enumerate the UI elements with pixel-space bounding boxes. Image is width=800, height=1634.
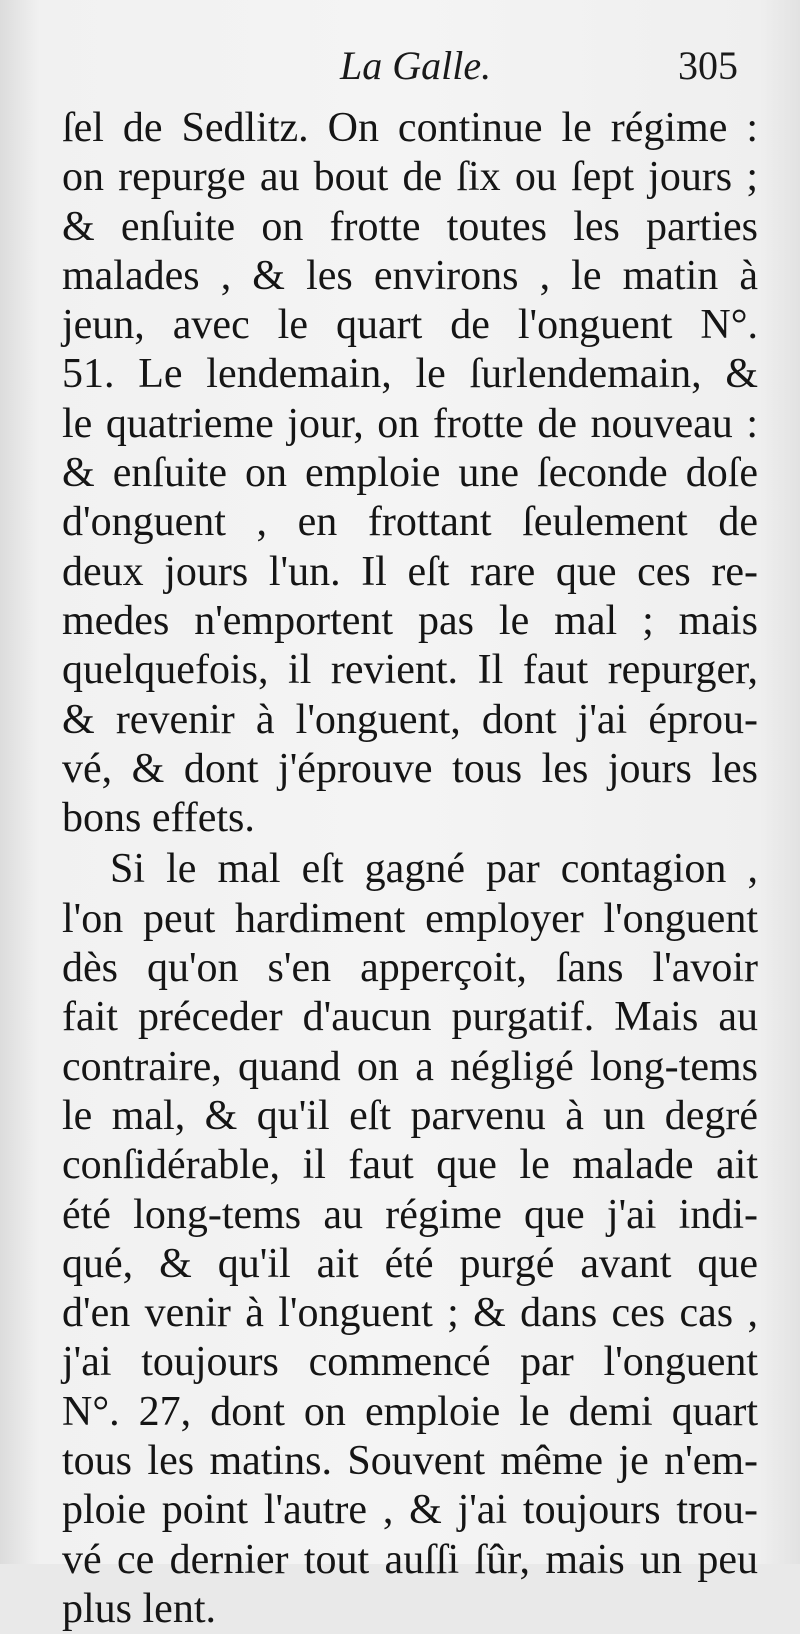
text-line: d'en venir à l'onguent ; & dans ces cas , <box>62 1290 758 1337</box>
text-line: conſidérable, il faut que le malade ait <box>62 1142 758 1189</box>
text-line: plus lent. <box>62 1585 216 1632</box>
text-line: l'on peut hardiment employer l'onguent <box>62 895 758 942</box>
text-line: deux jours l'un. Il eſt rare que ces re- <box>62 548 758 595</box>
text-line: qué, & qu'il ait été purgé avant que <box>62 1240 758 1287</box>
text-line: été long-tems au régime que j'ai indi- <box>62 1191 758 1238</box>
text-line: Si le mal eſt gagné par contagion , <box>110 846 758 893</box>
text-line: fait préceder d'aucun purgatif. Mais au <box>62 994 758 1041</box>
text-line: & revenir à l'onguent, dont j'ai éprou- <box>62 696 758 743</box>
text-line: on repurge au bout de ſix ou ſept jours ; <box>62 154 758 201</box>
text-line: ploie point l'autre , & j'ai toujours trou- <box>62 1487 758 1534</box>
paragraph-2 <box>62 845 758 1634</box>
text-line: contraire, quand on a négligé long-tems <box>62 1043 758 1090</box>
text-line: ſel de Sedlitz. On continue le régime : <box>62 105 758 151</box>
text-line: 51. Le lendemain, le ſurlendemain, & <box>62 351 758 398</box>
text-line: & enſuite on emploie une ſeconde doſe <box>62 450 758 497</box>
text-line: dès qu'on s'en apperçoit, ſans l'avoir <box>62 945 758 992</box>
text-line: j'ai toujours commencé par l'onguent <box>62 1339 758 1386</box>
text-line: jeun, avec le quart de l'onguent N°. <box>62 302 758 349</box>
text-line: bons effets. <box>62 795 255 842</box>
text-line: vé, & dont j'éprouve tous les jours les <box>62 745 758 792</box>
text-line: d'onguent , en frottant ſeulement de <box>62 499 758 546</box>
text-line: & enſuite on frotte toutes les parties <box>62 203 758 250</box>
body-text <box>62 104 758 1634</box>
text-line: le quatrieme jour, on frotte de nouveau : <box>62 400 758 447</box>
text-line: le mal, & qu'il eſt parvenu à un degré <box>62 1092 758 1139</box>
text-line: vé ce dernier tout auſſi ſûr, mais un peu <box>62 1536 758 1583</box>
text-line: medes n'emportent pas le mal ; mais <box>62 597 758 644</box>
text-line: quelquefois, il revient. Il faut repurger, <box>62 647 758 694</box>
page-number: 305 <box>678 43 738 88</box>
running-head <box>0 42 800 102</box>
running-title: La Galle. <box>340 43 492 88</box>
text-line: N°. 27, dont on emploie le demi quart <box>62 1388 758 1435</box>
paragraph-1 <box>62 104 758 843</box>
text-line: malades , & les environs , le matin à <box>62 252 758 299</box>
text-line: tous les matins. Souvent même je n'em- <box>62 1438 758 1485</box>
